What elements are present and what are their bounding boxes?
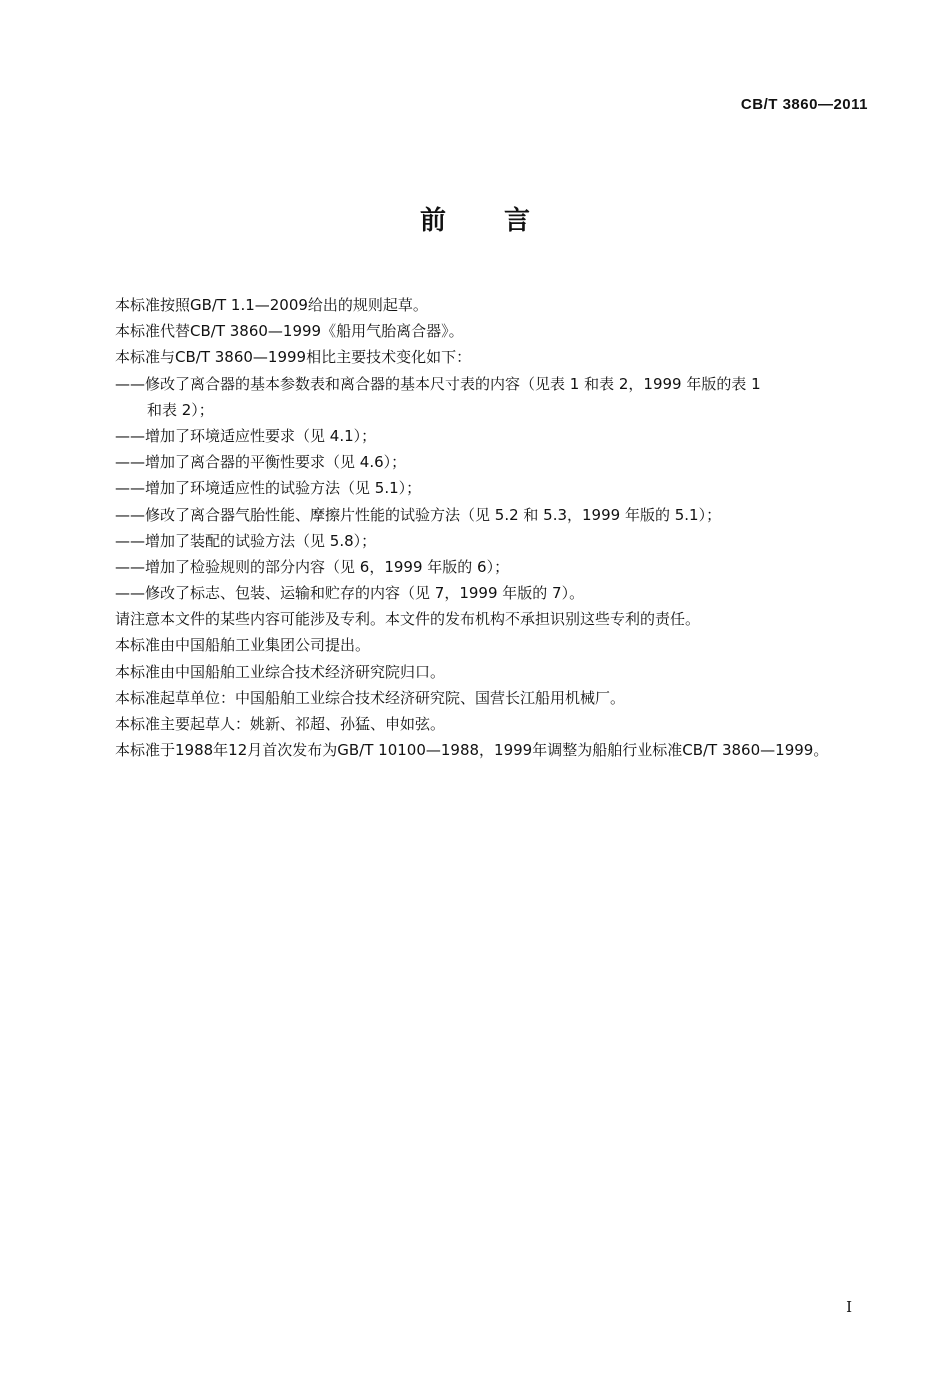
change-item: ——修改了离合器的基本参数表和离合器的基本尺寸表的内容（见表 1 和表 2，1999 年版的表 1 [115, 374, 761, 393]
change-item: ——增加了离合器的平衡性要求（见 4.6）； [115, 453, 407, 472]
paragraph-drafting-units: 本标准起草单位：中国船舶工业综合技术经济研究院、国营长江船用机械厂。 [115, 688, 626, 707]
standard-code: CB/T 3860—2011 [740, 96, 868, 113]
paragraph-history: 本标准于1988年12月首次发布为GB/T 10100—1988，1999年调整为船舶行业标准CB/T 3860—1999。 [115, 741, 829, 760]
page-number: I [846, 1298, 852, 1316]
page-title [0, 200, 950, 237]
paragraph-changes-intro: 本标准与CB/T 3860—1999相比主要技术变化如下： [115, 348, 472, 367]
change-item-continuation: 和表 2）； [147, 400, 214, 419]
change-item: ——增加了环境适应性的试验方法（见 5.1）； [115, 479, 422, 498]
change-item: ——修改了标志、包装、运输和贮存的内容（见 7，1999 年版的 7）。 [115, 584, 585, 603]
change-item: ——修改了离合器气胎性能、摩擦片性能的试验方法（见 5.2 和 5.3，1999 年版的 5.1）； [115, 505, 722, 524]
paragraph-drafting-rules: 本标准按照GB/T 1.1—2009给出的规则起草。 [115, 296, 428, 314]
foreword-body [115, 292, 875, 763]
change-item: ——增加了环境适应性要求（见 4.1）； [115, 426, 377, 445]
title-char-2: 言 [504, 206, 531, 236]
title-char-1: 前 [419, 206, 446, 236]
paragraph-proposed-by: 本标准由中国船舶工业集团公司提出。 [115, 636, 371, 655]
paragraph-under-jurisdiction: 本标准由中国船舶工业综合技术经济研究院归口。 [115, 662, 446, 681]
change-item: ——增加了检验规则的部分内容（见 6，1999 年版的 6）； [115, 557, 510, 576]
paragraph-drafters: 本标准主要起草人：姚新、祁超、孙猛、申如弦。 [115, 715, 446, 733]
paragraph-patent-notice: 请注意本文件的某些内容可能涉及专利。本文件的发布机构不承担识别这些专利的责任。 [115, 610, 701, 629]
change-item: ——增加了装配的试验方法（见 5.8）； [115, 531, 377, 550]
paragraph-replaces: 本标准代替CB/T 3860—1999《船用气胎离合器》。 [115, 322, 464, 341]
